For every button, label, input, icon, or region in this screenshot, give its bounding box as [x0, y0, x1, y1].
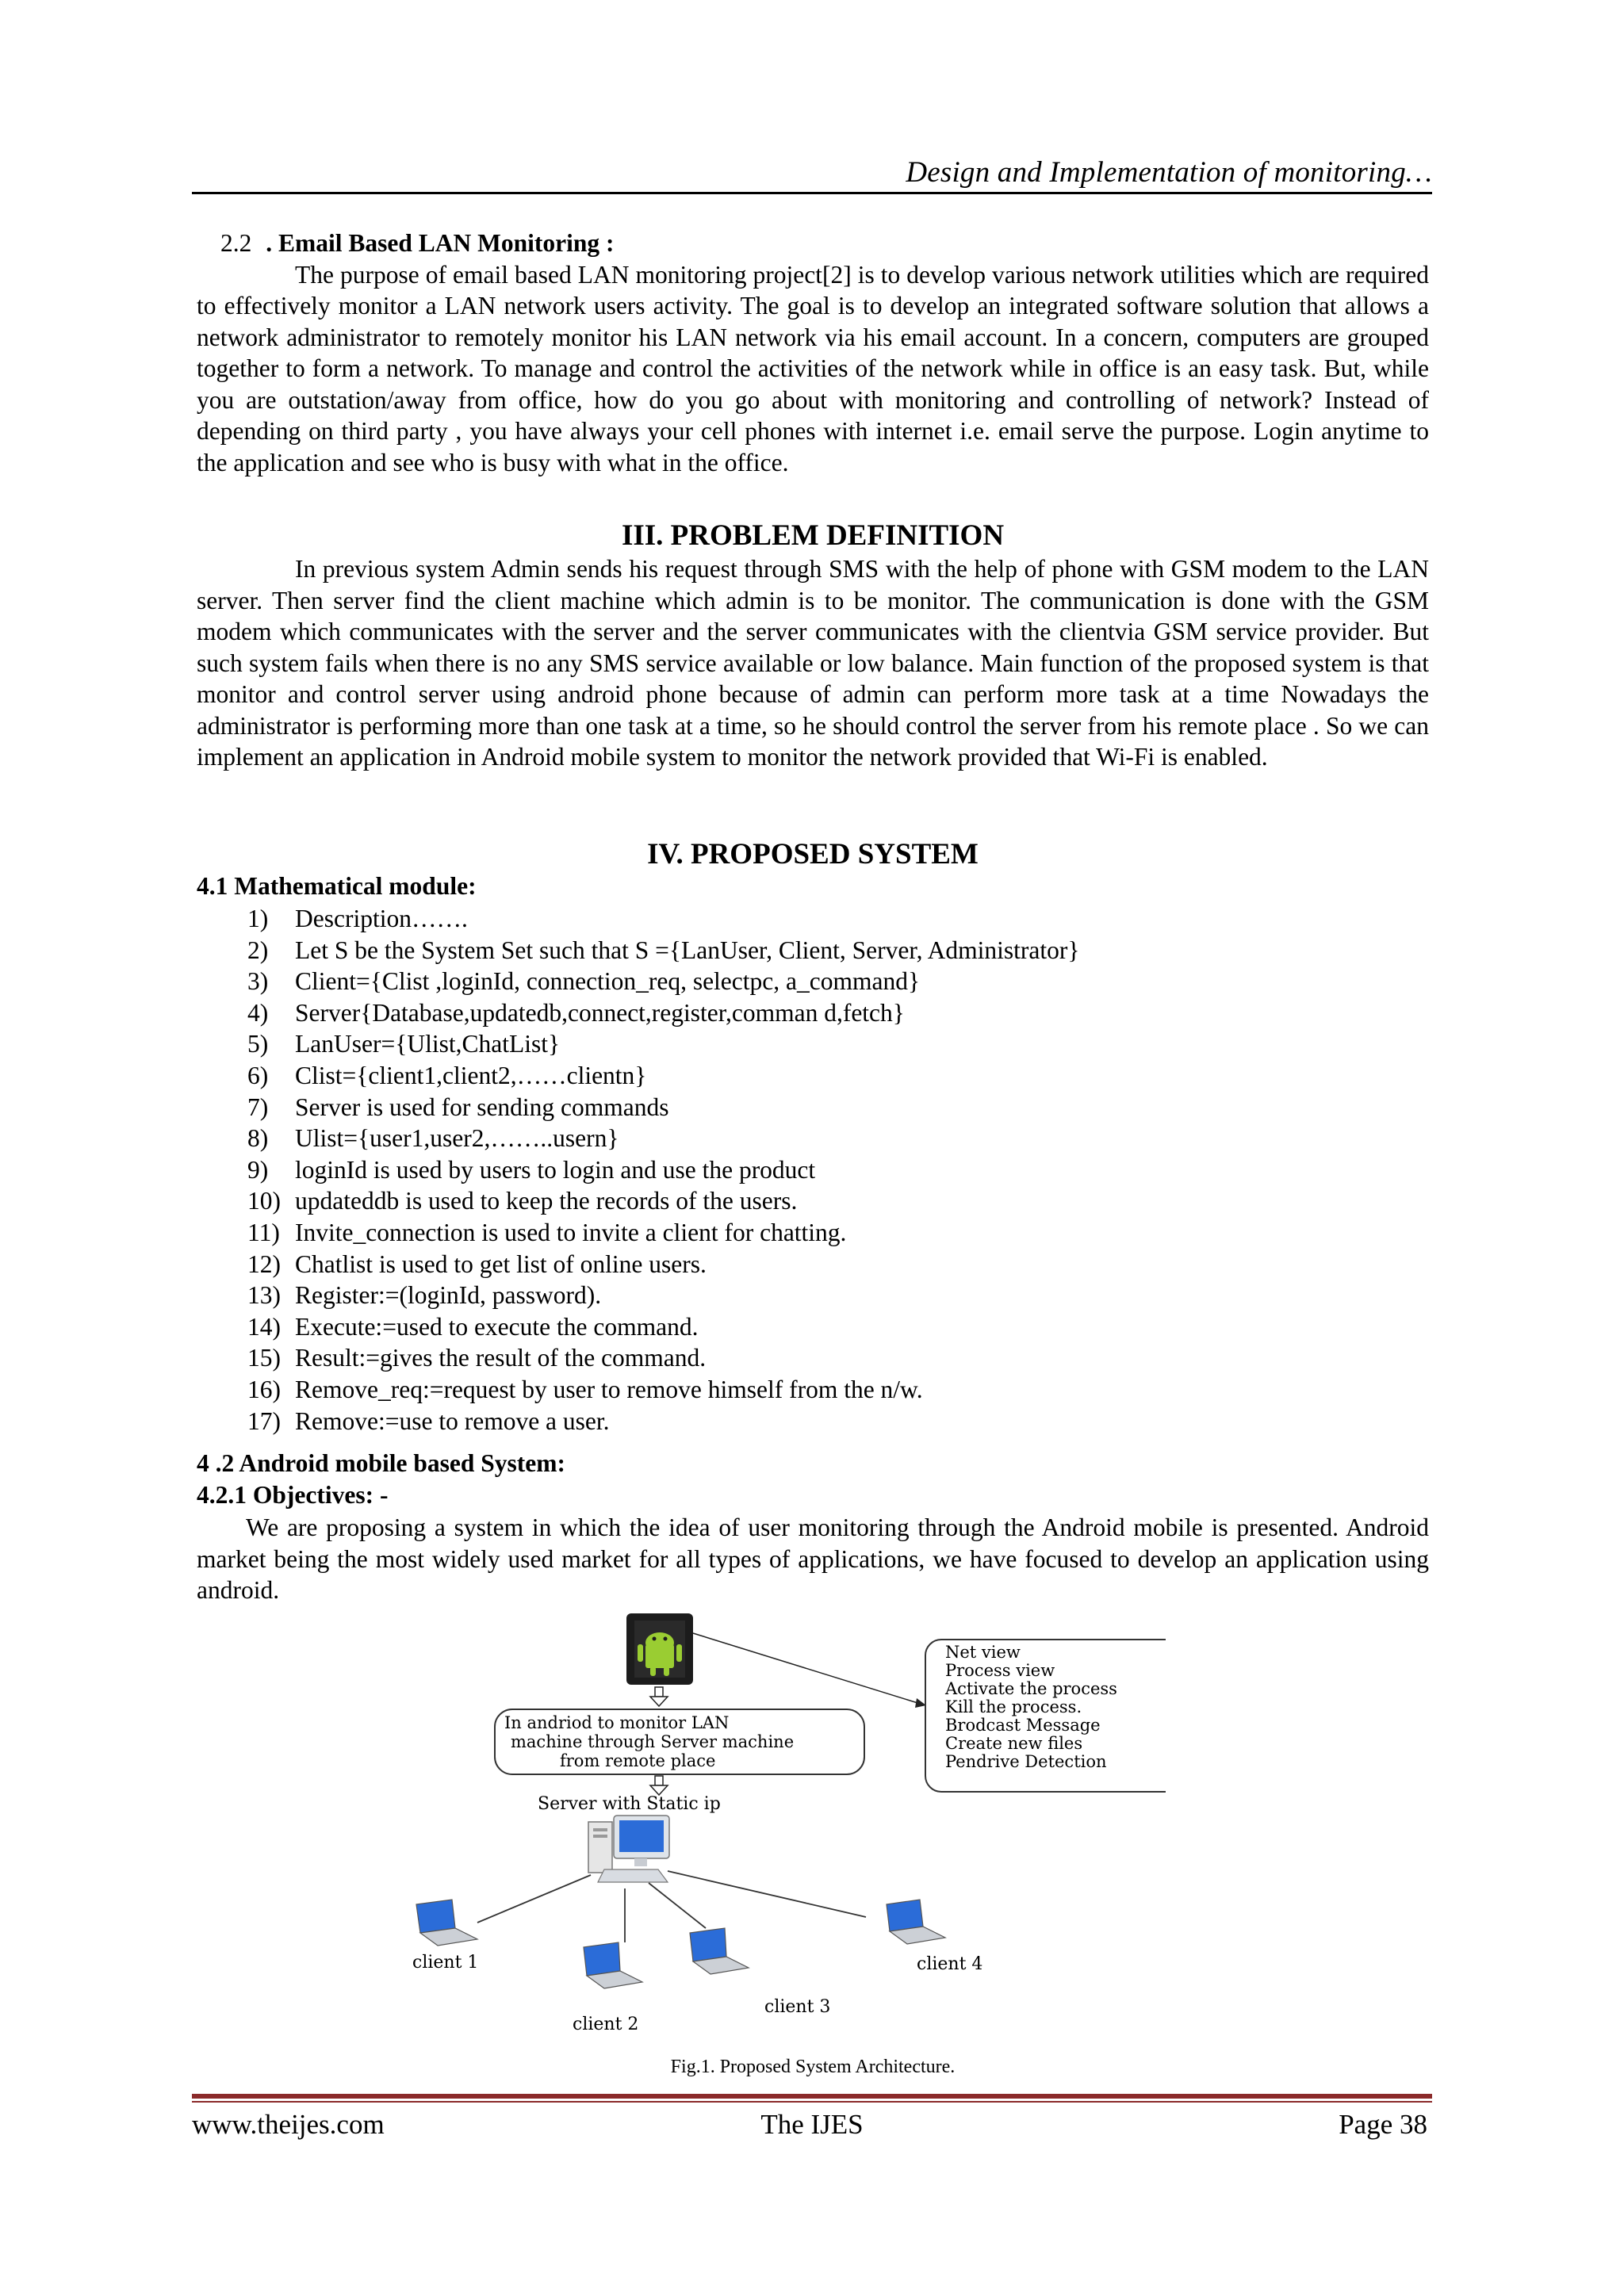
android-box-line: from remote place [560, 1751, 716, 1770]
connection-line [668, 1871, 866, 1917]
arrow-to-features [693, 1633, 925, 1705]
list-item: 8) Ulist={user1,user2,……..usern} [247, 1124, 619, 1153]
laptop-icon [416, 1900, 477, 1946]
section-3-paragraph: In previous system Admin sends his request through SMS with the help of phone with GSM modem to the LAN server. Then server find the client machine which admin is to be monitor. The communication is done with the GSM modem which communicates with the server and the server communicates with the clientvia GSM service provider. But such system fails when there is no any SMS service available or low balance. Main function of the proposed system is that monitor and control server using android phone because of admin can perform more task at a time Nowadays the administrator is performing more than one task at a time, so he should control the server from his remote place . So we can implement an application in Android mobile system to monitor the network provided that Wi-Fi is enabled. [197, 555, 1429, 771]
footer-page-number: Page 38 [1339, 2109, 1427, 2140]
list-item: 16) Remove_req:=request by user to remove himself from the n/w. [247, 1375, 923, 1403]
architecture-diagram [373, 1601, 1166, 2077]
server-label: Server with Static ip [538, 1794, 721, 1814]
list-item: 2) Let S be the System Set such that S ={LanUser, Client, Server, Administrator} [247, 936, 1080, 964]
server-computer-icon [588, 1816, 669, 1882]
section-2-2-title: . Email Based LAN Monitoring : [266, 229, 615, 257]
list-item: 13) Register:=(loginId, password). [247, 1281, 602, 1310]
section-2-2-paragraph: The purpose of email based LAN monitoring project[2] is to develop various network utilities which are required to effectively monitor a LAN network users activity. The goal is to develop an integrated software solution that allows a network administrator to remotely monitor his LAN network via his email account. In a concern, computers are grouped together to form a network. To manage and control the activities of the network while in office is an easy task. But, while you are outstation/away from office, how do you go about with monitoring and controlling of network? Instead of depending on third party , you have always your cell phones with internet i.e. email serve the purpose. Login anytime to the application and see who is busy with what in the office. [197, 260, 1429, 476]
footer-divider [192, 2101, 1432, 2103]
laptop-icon [887, 1900, 945, 1944]
client-label: client 3 [764, 1997, 831, 2017]
section-2-2-number: 2.2 [220, 229, 252, 257]
list-item: 10) updateddb is used to keep the records of the users. [247, 1187, 798, 1215]
laptop-icon [690, 1928, 749, 1974]
list-item: 14) Execute:=used to execute the command. [247, 1312, 699, 1341]
feature-item: Kill the process. [945, 1697, 1082, 1716]
footer-journal: The IJES [760, 2109, 864, 2140]
section-2-2-heading [197, 228, 1429, 259]
section-2-2 [197, 228, 1429, 478]
list-item: 11) Invite_connection is used to invite a client for chatting. [247, 1218, 847, 1246]
list-item: 3) Client={Clist ,loginId, connection_req, selectpc, a_command} [247, 967, 921, 996]
list-item: 7) Server is used for sending commands [247, 1093, 669, 1121]
section-4-title: IV. PROPOSED SYSTEM [647, 838, 979, 871]
feature-item: Brodcast Message [945, 1716, 1101, 1735]
section-4-2-heading: 4 .2 Android mobile based System: [197, 1449, 565, 1477]
connection-line [649, 1883, 706, 1928]
list-item: 17) Remove:=use to remove a user. [247, 1406, 610, 1435]
list-item: 9) loginId is used by users to login and use the product [247, 1155, 816, 1184]
client-label: client 1 [412, 1953, 479, 1973]
running-header: Design and Implementation of monitoring… [906, 156, 1432, 189]
list-item: 1) Description……. [247, 905, 468, 932]
feature-item: Pendrive Detection [945, 1752, 1107, 1771]
section-3 [197, 553, 1429, 773]
feature-item: Activate the process [945, 1679, 1117, 1698]
objectives-paragraph: We are proposing a system in which the idea of user monitoring through the Android mobile is presented. Android market being the most widely used market for all types of applications, we have focused to develop an application using android. [197, 1513, 1429, 1604]
client-label: client 4 [917, 1954, 983, 1974]
section-3-title: III. PROBLEM DEFINITION [621, 519, 1005, 552]
feature-item: Create new files [945, 1734, 1083, 1753]
footer-divider [192, 2094, 1432, 2099]
list-item: 15) Result:=gives the result of the command. [247, 1344, 707, 1372]
laptop-icon [584, 1942, 642, 1988]
feature-item: Process view [945, 1661, 1055, 1680]
android-phone-icon [626, 1613, 693, 1685]
section-4-1-heading: 4.1 Mathematical module: [197, 872, 477, 900]
footer-website: www.theijes.com [192, 2109, 385, 2140]
list-item: 12) Chatlist is used to get list of online users. [247, 1249, 707, 1278]
list-item: 4) Server{Database,updatedb,connect,register,comman d,fetch} [247, 998, 905, 1027]
arrow-head-icon [915, 1698, 926, 1708]
objectives [197, 1512, 1429, 1606]
figure-caption: Fig.1. Proposed System Architecture. [670, 2057, 956, 2077]
section-4-2-1-heading: 4.2.1 Objectives: - [197, 1481, 389, 1509]
header-divider [192, 192, 1432, 194]
down-arrow-icon [650, 1687, 668, 1706]
list-item: 6) Clist={client1,client2,……clientn} [247, 1061, 647, 1089]
list-item: 5) LanUser={Ulist,ChatList} [247, 1030, 561, 1058]
connection-line [477, 1875, 591, 1923]
android-box-line: In andriod to monitor LAN [504, 1713, 730, 1732]
android-box-line: machine through Server machine [511, 1732, 795, 1751]
client-label: client 2 [573, 2015, 639, 2034]
down-arrow-icon [650, 1776, 668, 1795]
feature-item: Net view [945, 1643, 1021, 1662]
math-module-list [197, 903, 1079, 1437]
